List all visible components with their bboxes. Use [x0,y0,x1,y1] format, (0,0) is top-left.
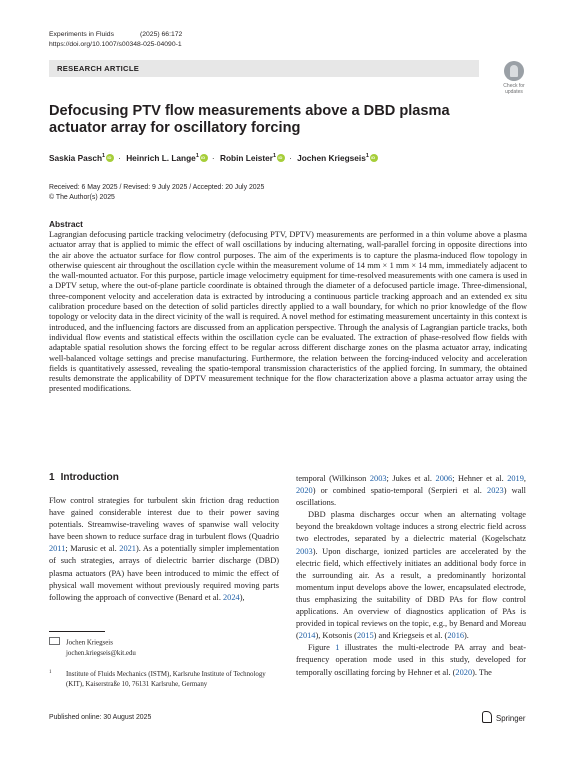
article-dates [49,183,264,203]
body-text: ; Hehner et al. [452,474,508,483]
body-text: , [523,474,526,483]
section-heading [49,472,119,483]
author-list: Saskia Pasch$^1$iD · Heinrich L. Lange$^1$iD · Robin Leister$^1$iD · Jochen Kriegseis$^1$iD [49,153,379,163]
body-text: ). The [472,667,492,677]
copyright-notice: © The Author(s) 2025 [49,194,115,201]
corresponding-author: Jochen Kriegseis [66,639,113,647]
author-email[interactable]: jochen.kriegseis@kit.edu [66,649,136,657]
journal-name: Experiments in Fluids [49,31,114,38]
check-updates-line1: Check for [503,83,525,89]
author-affiliation: 1 [195,153,199,160]
body-text: ; Marusic et al. [65,544,120,554]
paragraph [296,642,526,678]
paragraph [296,509,526,642]
article-type-label: RESEARCH ARTICLE [57,64,140,73]
body-text: ). As a potentially simpler implementation of such strategies, arrays of dielectric barrier discharge (DBD) plasma actuators (PA) have been introduced to mimic the effect of physical wall movement without previously required moving parts following the approach of convective (Benard et al. [49,544,280,602]
author-affiliation: 1 [365,153,369,160]
publisher-name: Springer [496,714,526,723]
citation-link[interactable]: 2020 [296,486,313,496]
citation-link[interactable]: 2003 [369,474,387,483]
history-dates: Received: 6 May 2025 / Revised: 9 July 2025 / Accepted: 20 July 2025 [49,184,265,191]
orcid-icon[interactable] [106,154,114,162]
publisher-logo[interactable] [482,711,525,723]
left-column [49,495,279,604]
body-text: ). Upon discharge, ionized particles are accelerated by the electric field, which effectively initiates an additional body force in the surrounding air. As a result, a predominantly horizontal momentum input develops above the lower, encapsulated electrode, thus emphasizing the suitability of DBD PAs for flow control applications. An overview of diagnostics application of PAs is provided in topical reviews on the topic, e.g., by Benard and Moreau ( [296,546,526,641]
body-text: Flow control strategies for turbulent skin friction drag reduction have gained considerable interest due to their power saving potentials. Streamwise-traveling waves of spanwise wall velocity have been shown to reduce surface drag in turbulent flows (Quadrio [49,496,279,542]
citation-link[interactable]: 2006 [435,474,453,483]
envelope-icon [49,637,60,645]
paragraph [49,495,279,604]
body-text: illustrates the multi-electrode PA array and beat-frequency operation mode used in this study, developed for temporally oscillating forcing by Hehner et al. ( [296,643,526,677]
paper-title: Defocusing PTV flow measurements above a DBD plasma actuator array for oscillatory forcing [49,103,450,136]
springer-horse-icon [482,711,492,723]
citation-link[interactable]: 2015 [356,631,374,641]
body-text: temporal (Wilkinson [296,474,370,483]
volume-info: (2025) 66:172 [139,31,183,38]
doi-link[interactable]: https://doi.org/10.1007/s00348-025-04090-1 [49,41,182,48]
body-text: ), [239,592,245,602]
citation-link[interactable]: 2016 [447,631,465,641]
orcid-icon[interactable] [200,154,208,162]
section-title: Introduction [60,472,119,483]
citation-link[interactable]: 2020 [455,667,473,677]
citation-link[interactable]: 2014 [298,631,316,641]
journal-header [49,30,208,50]
citation-link[interactable]: 2011 [49,544,66,554]
body-text: ), Kotsonis ( [315,631,357,641]
correspondence-footnote [49,637,136,659]
check-updates-icon [504,61,524,81]
published-date: Published online: 30 August 2025 [49,714,152,721]
body-text: ) or combined spatio-temporal (Serpieri et al. [312,486,488,496]
citation-link[interactable]: 2021 [119,544,136,554]
article-type-bar [49,60,479,77]
body-text: ). [464,631,469,641]
paragraph [296,473,526,509]
citation-link[interactable]: 2003 [296,546,313,556]
abstract-text: Lagrangian defocusing particle tracking velocimetry (defocusing PTV, DPTV) measurements are performed in a thin volume above a plasma actuator array that is applied to mimic the effect of wall oscillations by inducing alternating, wall-parallel forcing in opposite directions into the air above the actuator surface for flow control purposes. The aim of the experiments is to capture the plasma-induced flow topology in otherwise quiescent air throughout the oscillation cycle within the measurement volume of 14 mm × 1 mm × 14 mm, immediately adjacent to the wall-mounted actuator. For this purpose, particle image velocimetry equipment for time-resolved measurements with one camera is used in a DPTV setup, where the out-of-plane particle coordinate is obtained through the diameter of a defocused particle image. Three-dimensional, three-component velocity and acceleration data is extracted by introducing a continuous particle tracking approach and an extended ex situ calibration procedure based on the detection of solid particles directly applied to a wall boundary, for which no prior knowledge of the flow topology or velocity data in the direct vicinity of the wall is required. A novel method for estimating measurement uncertainty in this context is introduced, and the influencing factors are discussed from an application perspective. Through the analysis of Lagrangian particle tracks, both individual flow events and statistical effects within the oscillation cycle can be evaluated. The extraction of phase-resolved flow fields with adaptable spatial resolution shows the forcing effect to be regular across different discharge zones on the plasma actuator array, indicating well-balanced voltage settings and precise manufacturing. Furthermore, the relation between the forcing-induced velocity and acceleration fields is quantitatively assessed, revealing the spatio-temporal transmission characteristics of the applied forcing. In summary, the obtained results demonstrate the applicability of DPTV measurement technique for the flow characterization above a plasma actuator array using the presented modifications. [49,230,527,394]
author-affiliation: 1 [102,153,106,160]
citation-link[interactable]: 2019 [507,474,524,483]
orcid-icon[interactable] [370,154,378,162]
footnote-divider [49,631,105,632]
author-name[interactable]: Jochen Kriegseis [297,153,366,163]
abstract-heading: Abstract [49,219,83,229]
citation-link[interactable]: 2024 [223,592,240,602]
body-text: ) and Kriegseis et al. ( [373,631,448,641]
affiliation-footnote [49,670,281,689]
citation-link[interactable]: 1 [335,643,340,653]
body-text: ) wall oscillations. [296,486,526,508]
author-affiliation: 1 [272,153,277,160]
author-name[interactable]: Heinrich L. Lange [126,153,196,163]
body-text: Figure [308,643,336,653]
section-number: 1 [49,472,55,483]
author-name[interactable]: Robin Leister [219,153,273,163]
right-column [296,473,526,679]
check-updates-line2: updates [505,89,523,95]
citation-link[interactable]: 2023 [487,486,504,496]
check-for-updates-badge[interactable] [500,60,528,96]
orcid-icon[interactable] [277,154,285,162]
author-name[interactable]: Saskia Pasch [49,153,103,163]
affiliation-text: Institute of Fluids Mechanics (ISTM), Karlsruhe Institute of Technology (KIT), Kaiserstraße 10, 76131 Karlsruhe, Germany [66,671,266,688]
body-text: DBD plasma discharges occur when an alternating voltage beyond the breakdown voltage induces a strong electric field across two electrodes, separated by a dielectric material (Kogelschatz [296,510,526,544]
body-text: ; Jukes et al. [386,474,436,483]
affiliation-number: 1 [49,670,52,675]
